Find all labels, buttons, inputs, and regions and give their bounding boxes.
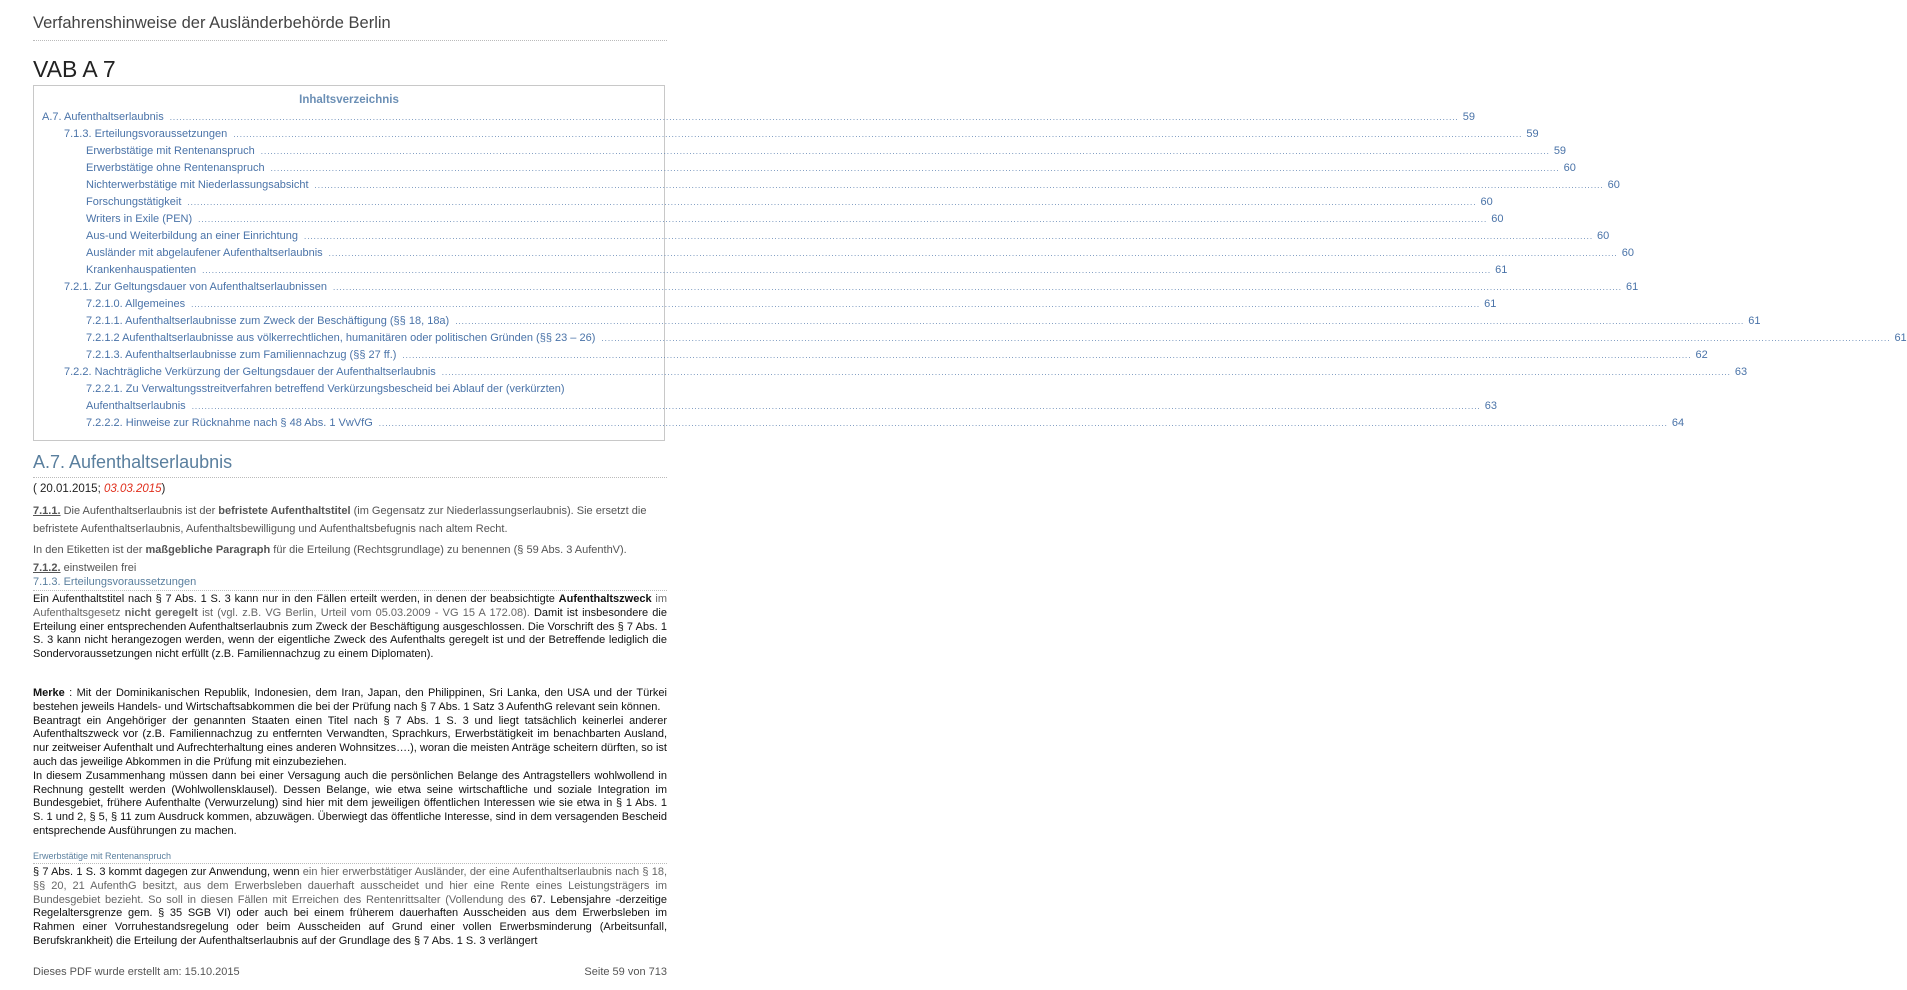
- table-of-contents: [33, 85, 1907, 441]
- toc-entry-label: 7.2.2.1. Zu Verwaltungsstreitverfahren betreffend Verkürzungsbescheid bei Ablauf der (verkürzten): [86, 383, 565, 395]
- toc-leader-dots: ................................................................................................................................................................................................................................................................................................................................................................................................................: [303, 232, 1594, 241]
- toc-entry[interactable]: [86, 264, 1508, 276]
- toc-entry-label: Krankenhauspatienten: [86, 264, 197, 276]
- document-title: VAB A 7: [33, 56, 116, 82]
- toc-entry-label: Erwerbstätige ohne Rentenanspruch: [86, 162, 265, 174]
- toc-entry-label: 7.2.1.1. Aufenthaltserlaubnisse zum Zweck der Beschäftigung (§§ 18, 18a): [86, 315, 450, 327]
- toc-entry[interactable]: [86, 213, 1504, 225]
- toc-entry-page: 60: [1491, 213, 1504, 225]
- toc-entry-page: 60: [1480, 196, 1493, 208]
- toc-leader-dots: ................................................................................................................................................................................................................................................................................................................................................................................................................: [198, 215, 1488, 224]
- toc-entry-label: 7.2.1.0. Allgemeines: [86, 298, 186, 310]
- section-dates: ( 20.01.2015; 03.03.2015): [33, 483, 166, 495]
- toc-entry-label: 7.2.2. Nachträgliche Verkürzung der Geltungsdauer der Aufenthaltserlaubnis: [64, 366, 436, 378]
- toc-entry-label: 7.2.1.2 Aufenthaltserlaubnisse aus völkerrechtlichen, humanitären oder politischen Gründen (§§ 23 – 26): [86, 332, 596, 344]
- toc-entry-page: 63: [1734, 366, 1748, 378]
- amendment-date: 03.03.2015: [103, 483, 162, 495]
- toc-entry-page: 60: [1597, 230, 1610, 242]
- toc-entry-label: 7.1.3. Erteilungsvoraussetzungen: [64, 128, 228, 140]
- toc-entry[interactable]: [86, 417, 1685, 429]
- toc-leader-dots: ................................................................................................................................................................................................................................................................................................................................................................................................................: [260, 147, 1550, 156]
- toc-entry[interactable]: [86, 230, 1610, 242]
- footer-created: Dieses PDF wurde erstellt am: 15.10.2015: [33, 966, 240, 978]
- toc-entry-page: 61: [1626, 281, 1639, 293]
- toc-entry[interactable]: [86, 298, 1497, 310]
- toc-entry[interactable]: [64, 281, 1639, 293]
- toc-entry[interactable]: [86, 179, 1620, 191]
- paragraph-merke: Merke : Mit der Dominikanischen Republik, Indonesien, dem Iran, Japan, den Philippinen, Sri Lanka, den USA und der Türkei bestehen jeweils Handels- und Wirtschaftsabkommen die bei der Prüfung nach § 7 Abs. 1 Satz 3 AufenthG relevant sein können. Beantragt ein Angehöriger der genannten Staaten einen Titel nach § 7 Abs. 1 S. 3 und liegt tatsächlich keinerlei anderer Aufenthaltszweck vor (z.B. Familiennachzug zu entfernten Verwandten, Sprachkurs, Erwerbstätigkeit im benachbarten Ausland, nur zeitweiser Aufenthalt und Aufrechterhaltung eines anderen Wohnsitzes….), woran die meisten Anträge scheitern dürften, so ist auch das jeweilige Abkommen in die Prüfung mit einzubeziehen. In diesem Zusammenhang müssen dann bei einer Versagung auch die persönlichen Belange des Antragstellers wohlwollend in Rechnung gestellt werden (Wohlwollensklausel). Dessen Belange, wie etwa seine wirtschaftliche und soziale Integration im Bundesgebiet, frühere Aufenthalte (Verwurzelung) sind hier mit dem jeweiligen öffentlichen Interessen wie sie etwa in § 1 Abs. 1 S. 1 und 2, § 5, § 11 zum Ausdruck kommen, abzuwägen. Überwiegt das öffentliche Interesse, sind in dem versagenden Bescheid entsprechende Ausführungen zu machen.: [33, 687, 667, 837]
- toc-leader-dots: ................................................................................................................................................................................................................................................................................................................................................................................................................: [270, 164, 1560, 173]
- paragraph-7-1-3: Ein Aufenthaltstitel nach § 7 Abs. 1 S. 3 kann nur in den Fällen erteilt werden, in denen der beabsichtigte Aufenthaltszweck im Aufenthaltsgesetz nicht geregelt ist (vgl. z.B. VG Berlin, Urteil vom 05.03.2009 - VG 15 A 172.08). Damit ist insbesondere die Erteilung einer entsprechenden Aufenthaltserlaubnis zum Zweck der Beschäftigung ausgeschlossen. Die Vorschrift des § 7 Abs. 1 S. 3 kann nicht herangezogen werden, wenn der eigentliche Zweck des Aufenthalts geregelt ist und der Betreffende lediglich die Sondervoraussetzungen nicht erfüllt (z.B. Familiennachzug zu einem Diplomaten).: [33, 593, 667, 661]
- section-heading: A.7. Aufenthaltserlaubnis: [33, 452, 667, 478]
- toc-leader-dots: ................................................................................................................................................................................................................................................................................................................................................................................................................: [314, 181, 1604, 190]
- toc-entry[interactable]: [86, 196, 1493, 208]
- toc-entry-label: 7.2.2.2. Hinweise zur Rücknahme nach § 48 Abs. 1 VwVfG: [86, 417, 373, 429]
- toc-leader-dots: ................................................................................................................................................................................................................................................................................................................................................................................................................: [169, 113, 1459, 122]
- toc-entry[interactable]: [86, 349, 1708, 361]
- toc-entry-page: 62: [1695, 349, 1708, 361]
- anchor-7-1-2[interactable]: 7.1.2.: [33, 561, 61, 574]
- toc-leader-dots: ................................................................................................................................................................................................................................................................................................................................................................................................................: [455, 317, 1745, 326]
- toc-entry-label: Forschungstätigkeit: [86, 196, 182, 208]
- toc-entry-page: 64: [1671, 417, 1685, 429]
- toc-entry[interactable]: [64, 128, 1539, 140]
- anchor-7-1-1[interactable]: 7.1.1.: [33, 505, 61, 517]
- toc-leader-dots: ................................................................................................................................................................................................................................................................................................................................................................................................................: [233, 130, 1523, 139]
- toc-entry-page: 59: [1462, 111, 1476, 123]
- toc-leader-dots: ................................................................................................................................................................................................................................................................................................................................................................................................................: [202, 266, 1492, 275]
- toc-leader-dots: ................................................................................................................................................................................................................................................................................................................................................................................................................: [332, 283, 1623, 292]
- toc-entry-page: 61: [1484, 298, 1497, 310]
- toc-entry-page: 59: [1526, 128, 1539, 140]
- toc-entry[interactable]: [86, 383, 656, 395]
- toc-leader-dots: ................................................................................................................................................................................................................................................................................................................................................................................................................: [378, 419, 1668, 428]
- toc-entry-page: 61: [1495, 264, 1508, 276]
- footer-page-number: Seite 59 von 713: [584, 966, 667, 978]
- toc-leader-dots: ................................................................................................................................................................................................................................................................................................................................................................................................................: [441, 368, 1731, 377]
- subheading-7-1-3: 7.1.3. Erteilungsvoraussetzungen: [33, 576, 667, 591]
- paragraph-etiketten: In den Etiketten ist der maßgebliche Paragraph für die Erteilung (Rechtsgrundlage) zu benennen (§ 59 Abs. 3 AufenthV). 7.1.2. einstweilen frei: [33, 544, 627, 574]
- toc-entry[interactable]: [86, 145, 1567, 157]
- toc-entry-page: 59: [1553, 145, 1567, 157]
- toc-heading: Inhaltsverzeichnis: [299, 94, 399, 106]
- toc-entry-label: Aus-und Weiterbildung an einer Einrichtung: [86, 230, 298, 242]
- toc-entry-label: Nichterwerbstätige mit Niederlassungsabsicht: [86, 179, 309, 191]
- toc-entry-page: 60: [1621, 247, 1634, 259]
- toc-entry-label: 7.2.1. Zur Geltungsdauer von Aufenthaltserlaubnissen: [64, 281, 327, 293]
- toc-entry[interactable]: [86, 315, 1761, 327]
- toc-entry-label: Writers in Exile (PEN): [86, 213, 193, 225]
- toc-entry[interactable]: [86, 400, 1497, 412]
- toc-leader-dots: ................................................................................................................................................................................................................................................................................................................................................................................................................: [328, 249, 1618, 258]
- running-header: Verfahrenshinweise der Ausländerbehörde Berlin: [33, 14, 667, 41]
- toc-leader-dots: ................................................................................................................................................................................................................................................................................................................................................................................................................: [191, 300, 1481, 309]
- subheading-rentenanspruch: Erwerbstätige mit Rentenanspruch: [33, 851, 667, 864]
- toc-entry[interactable]: [64, 366, 1748, 378]
- toc-leader-dots: ................................................................................................................................................................................................................................................................................................................................................................................................................: [601, 334, 1891, 343]
- toc-entry-label: Ausländer mit abgelaufener Aufenthaltserlaubnis: [86, 247, 323, 259]
- toc-entry-label: Erwerbstätige mit Rentenanspruch: [86, 145, 255, 157]
- toc-entry-label: Aufenthaltserlaubnis: [86, 400, 186, 412]
- paragraph-rentenanspruch: § 7 Abs. 1 S. 3 kommt dagegen zur Anwendung, wenn ein hier erwerbstätiger Ausländer, der eine Aufenthaltserlaubnis nach § 18, §§ 20, 21 AufenthG besitzt, aus dem Erwerbsleben dauerhaft ausscheidet und hier eine Rente eines Leistungsträgers im Bundesgebiet bezieht. So soll in diesen Fällen mit Erreichen des Rentenrittsalter (Vollendung des 67. Lebensjahre -derzeitige Regelaltersgrenze gem. § 35 SGB VI) oder auch bei einem früherem dauerhaften Ausscheiden aus dem Erwerbsleben im Rahmen einer Vorruhestandsregelung oder beim Ausscheiden auf Grund einer vollen Erwerbsminderung (Arbeitsunfall, Berufskrankheit) die Erteilung der Aufenthaltserlaubnis auf der Grundlage des § 7 Abs. 1 S. 3 verlängert: [33, 866, 668, 947]
- toc-entry-page: 60: [1607, 179, 1620, 191]
- toc-entry-page: 61: [1894, 332, 1907, 344]
- toc-entry-page: 61: [1748, 315, 1761, 327]
- toc-leader-dots: ................................................................................................................................................................................................................................................................................................................................................................................................................: [191, 402, 1481, 411]
- paragraph-7-1-1: 7.1.1. Die Aufenthaltserlaubnis ist der befristete Aufenthaltstitel (im Gegensatz zur Niederlassungserlaubnis). Sie ersetzt die befristete Aufenthaltserlaubnis, Aufenthaltsbewilligung und Aufenthaltsbefugnis nach altem Recht.: [33, 505, 647, 535]
- toc-entry[interactable]: [86, 332, 1907, 344]
- toc-entry[interactable]: [86, 247, 1634, 259]
- toc-leader-dots: ................................................................................................................................................................................................................................................................................................................................................................................................................: [187, 198, 1477, 207]
- toc-entry-label: 7.2.1.3. Aufenthaltserlaubnisse zum Familiennachzug (§§ 27 ff.): [86, 349, 397, 361]
- toc-entry-page: 60: [1563, 162, 1576, 174]
- toc-entry-label: A.7. Aufenthaltserlaubnis: [42, 111, 164, 123]
- toc-entry[interactable]: [86, 162, 1576, 174]
- toc-entry[interactable]: [42, 111, 1476, 123]
- toc-leader-dots: ................................................................................................................................................................................................................................................................................................................................................................................................................: [402, 351, 1692, 360]
- toc-entry-page: 63: [1484, 400, 1497, 412]
